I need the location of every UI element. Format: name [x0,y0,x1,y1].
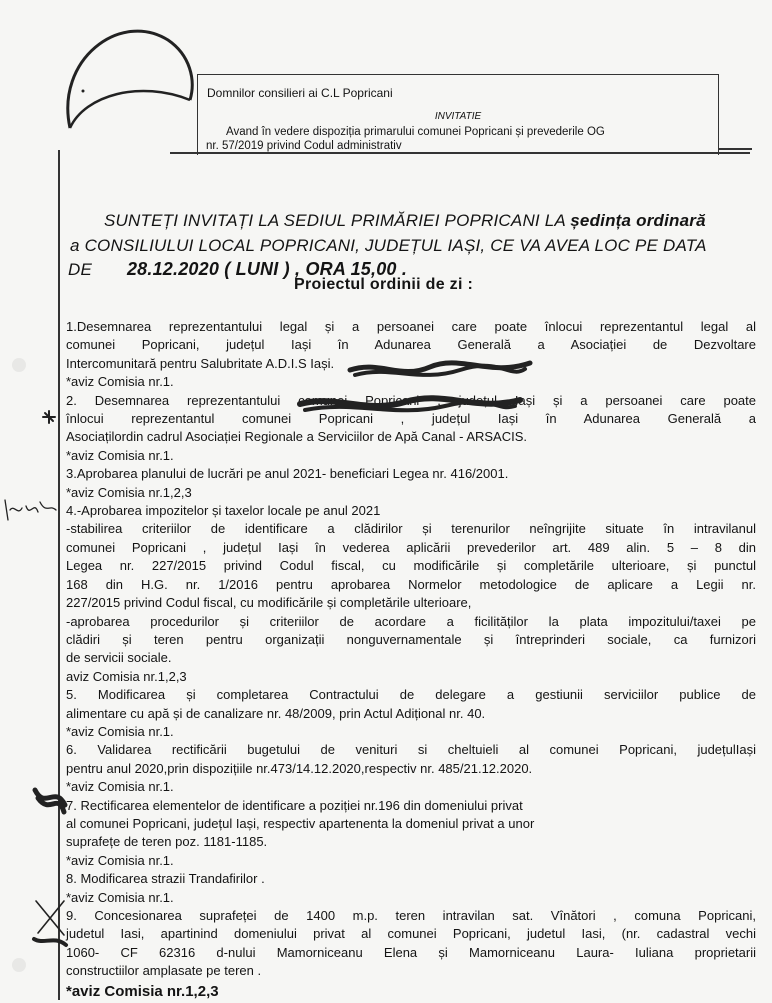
header-divider-tick [718,148,752,150]
agenda-line: comunei Popricani , județul Iași în vederea aplicării prevederilor art. 489 alin. 5 – 8 din [66,539,756,555]
ink-blot [40,408,58,426]
agenda-line: *aviz Comisia nr.1. [66,852,174,868]
header-box [197,74,719,155]
agenda-line: Intercomunitară pentru Salubritate A.D.I.S Iași. [66,355,335,371]
agenda-line: *aviz Comisia nr.1. [66,723,174,739]
agenda-line: 227/2015 privind Codul fiscal, cu modificările și completările ulterioare, [66,595,472,611]
meeting-date: 28.12.2020 ( LUNI ) , ORA 15,00 . [126,259,408,279]
invitation-label: INVITATIE [434,111,482,122]
intro-line-1: Avand în vedere dispoziția primarului comunei Popricani și prevederile OG [226,126,605,138]
agenda-line: alimentare cu apă și de canalizare nr. 48/2009, prin Actul Adițional nr. 40. [66,705,486,721]
handwritten-cross [28,895,73,955]
punch-hole [12,958,26,972]
handwritten-note [0,490,60,535]
agenda-line: clădiri și teren pentru organizații nonguvernamentale și întreprinderi sociale, ca furnizori [66,631,756,647]
agenda-title: Proiectul ordinii de zi : [294,276,474,293]
agenda-line: 7. Rectificarea elementelor de identificare a poziției nr.196 din domeniului privat [66,797,523,813]
intro-line-2: nr. 57/2019 privind Codul administrativ [206,140,402,152]
agenda-line: Asociațilordin cadrul Asociației Regionale a Serviciilor de Apă Canal - ARSACIS. [66,429,528,445]
agenda-line: constructiilor amplasate pe teren . [66,963,262,979]
invitation-line-1 [104,211,706,231]
agenda-line: *aviz Comisia nr.1,2,3 [66,982,219,1000]
redaction-scribble [340,355,540,385]
agenda-line: *aviz Comisia nr.1. [66,374,174,390]
municipality-logo-arc [0,0,200,200]
header-divider [170,152,750,154]
agenda-line: înlocui reprezentantul comunei Popricani , județul Iași în Adunarea Generală a [66,411,756,427]
agenda-line: 5. Modificarea și completarea Contractului de delegare a gestiunii serviciilor publice de [66,687,756,703]
punch-hole [12,358,26,372]
agenda-line: *aviz Comisia nr.1. [66,447,174,463]
agenda-line: *aviz Comisia nr.1. [66,889,174,905]
agenda-line: -aprobarea procedurilor și criteriilor de acordare a ficilităților la plata impozitului/taxei pe [66,613,756,629]
addressee: Domnilor consilieri ai C.L Popricani [207,86,393,100]
agenda-line: 3.Aprobarea planului de lucrări pe anul 2021- beneficiari Legea nr. 416/2001. [66,466,509,482]
agenda-line: 2. Desemnarea reprezentantului comunei Popricani , județul Iași și a persoanei care poate [66,392,756,408]
agenda-line: 4.-Aprobarea impozitelor și taxelor locale pe anul 2021 [66,503,381,519]
date-prefix: DE [68,260,93,279]
agenda-line: 168 din H.G. nr. 1/2016 pentru aprobarea Normelor metodologice de aplicare a Legii nr. [66,576,756,592]
invitation-line-2: a CONSILIULUI LOCAL POPRICANI, JUDEȚUL IAȘI, CE VA AVEA LOC PE DATA [70,236,707,255]
agenda-line: de servicii sociale. [66,650,172,666]
margin-rule [58,150,60,1000]
agenda-line: 1.Desemnarea reprezentantului legal și a persoanei care poate înlocui reprezentantul legal al [66,319,756,334]
redaction-scribble [30,780,70,820]
agenda-line: 6. Validarea rectificării bugetului de venituri si cheltuieli al comunei Popricani, județulIași [66,742,756,758]
agenda-line: 1060- CF 62316 d-nului Mamorniceanu Elena și Mamorniceanu Laura- Iuliana proprietarii [66,944,756,960]
agenda-line: -stabilirea criteriilor de identificare a clădirilor și terenurilor neîngrijite situate în intravilanul [66,521,756,537]
agenda-line: aviz Comisia nr.1,2,3 [66,668,187,684]
agenda-line: suprafețe de teren poz. 1181-1185. [66,834,268,850]
agenda-line: al comunei Popricani, județul Iași, respectiv apartenenta la domeniul privat a unor [66,815,535,831]
agenda-line: judetul Iasi, apartinind domeniului privat al comunei Popricani, judetul Iasi, (nr. cadastral vechi [66,926,756,942]
agenda-line: pentru anul 2020,prin dispozițiile nr.473/14.12.2020,respectiv nr. 485/21.12.2020. [66,760,533,776]
agenda-line: Legea nr. 227/2015 privind Codul fiscal, cu modificările și completările ulterioare, și punctul [66,558,756,574]
agenda-line: 9. Concesionarea suprafeței de 1400 m.p. teren intravilan sat. Vînători , comuna Popricani, [66,908,756,923]
agenda-line: 8. Modificarea strazii Trandafirilor . [66,871,265,887]
agenda-line: comunei Popricani, județul Iași în Adunarea Generală a Asociației de Dezvoltare [66,337,756,353]
agenda-line: *aviz Comisia nr.1,2,3 [66,484,192,500]
agenda-line: *aviz Comisia nr.1. [66,779,174,795]
meeting-type: ședința ordinară [570,211,706,230]
redaction-scribble [295,390,525,420]
agenda-list [66,318,756,1003]
intro-text [206,125,706,153]
invitation-text-1: SUNTEȚI INVITAȚI LA SEDIUL PRIMĂRIEI POPRICANI LA [104,211,571,230]
